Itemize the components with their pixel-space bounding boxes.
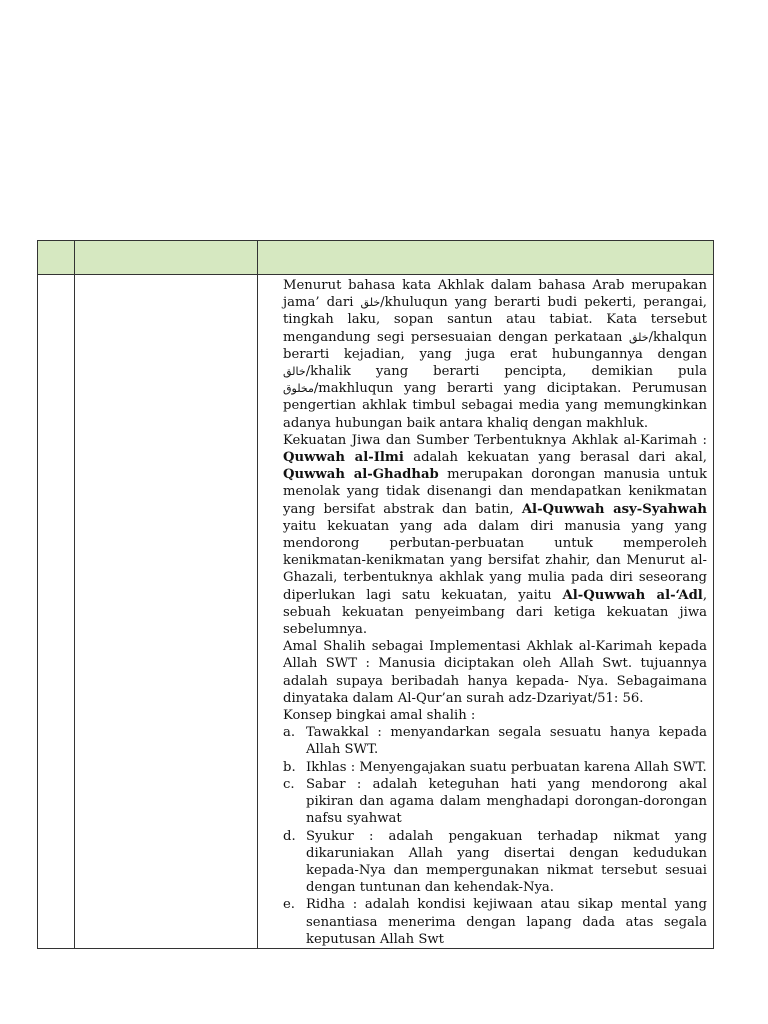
amal-shalih-paragraph: Amal Shalih sebagai Implementasi Akhlak al-Karimah kepada Allah SWT : Manusia diciptakan oleh Allah Swt. tujuannya adalah supaya beribadah hanya kepada- Nya. Sebagaimana dinyataka dalam Al-Qur’an surah adz-Dzariyat/51: 56. bbox=[283, 639, 707, 706]
list-item-text: Ridha : adalah kondisi kejiwaan atau sikap mental yang senantiasa menerima dengan lapang dada atas segala keputusan Allah Swt bbox=[306, 897, 707, 947]
list-item-text: Sabar : adalah keteguhan hati yang mendorong akal pikiran dan agama dalam menghadapi dorongan-dorongan nafsu syahwat bbox=[306, 776, 707, 827]
list-item-text: Syukur : adalah pengakuan terhadap nikmat yang dikaruniakan Allah yang disertai dengan kedudukan kepada-Nya dan mempergunakan nikmat tersebut sesuai dengan tuntunan dan kehendak-Nya. bbox=[306, 828, 707, 896]
list-marker: b. bbox=[283, 759, 296, 775]
list-item bbox=[283, 776, 707, 828]
konsep-title: Konsep bingkai amal shalih : bbox=[283, 708, 476, 724]
konsep-list bbox=[283, 724, 707, 948]
body-cell-topic bbox=[75, 275, 258, 949]
list-marker: e. bbox=[283, 897, 295, 913]
term-quwwah-ghadhab: Quwwah al-Ghadhab bbox=[283, 467, 439, 483]
header-cell-content bbox=[258, 241, 714, 275]
header-cell-number bbox=[38, 241, 75, 275]
arabic-makhluqun: مخلوق bbox=[283, 382, 314, 396]
list-item bbox=[283, 759, 707, 776]
term-quwwah-adl: Al-Quwwah al-‘Adl bbox=[562, 587, 703, 603]
intro-paragraph: Menurut bahasa kata Akhlak dalam bahasa Arab merupakan jama’ dari خلق/khuluqun yang berarti budi pekerti, perangai, tingkah laku, sopan santun atau tabiat. Kata tersebut mengandung segi persesuaian dengan perkataan خلق/khalqun berarti kejadian, yang juga erat hubungannya dengan خالق/khalik yang berarti pencipta, demikian pula مخلوق/makhluqun yang berarti yang diciptakan. Perumusan pengertian akhlak timbul sebagai media yang memungkinkan adanya hubungan baik antara khaliq dengan makhluk. bbox=[283, 278, 707, 431]
list-marker: a. bbox=[283, 725, 296, 741]
arabic-khalik: خالق bbox=[283, 365, 306, 379]
body-cell-content bbox=[258, 275, 714, 949]
list-marker: c. bbox=[283, 776, 295, 792]
list-item-text: Tawakkal : menyandarkan segala sesuatu hanya kepada Allah SWT. bbox=[306, 725, 707, 758]
content-table bbox=[37, 240, 714, 949]
list-marker: d. bbox=[283, 828, 296, 844]
header-cell-topic bbox=[75, 241, 258, 275]
list-item bbox=[283, 828, 707, 897]
list-item bbox=[283, 896, 707, 948]
arabic-khalqun: خلق bbox=[628, 330, 649, 344]
list-item-text: Ikhlas : Menyengajakan suatu perbuatan karena Allah SWT. bbox=[306, 759, 707, 775]
term-quwwah-syahwah: Al-Quwwah asy-Syahwah bbox=[521, 501, 707, 517]
body-cell-number bbox=[38, 275, 75, 949]
kekuatan-paragraph: Kekuatan Jiwa dan Sumber Terbentuknya Akhlak al-Karimah : Quwwah al-Ilmi adalah kekuatan yang berasal dari akal, Quwwah al-Ghadhab merupakan dorongan manusia untuk menolak yang tidak disenangi dan mendapatkan kenikmatan yang bersifat abstrak dan batin, Al-Quwwah asy-Syahwah yaitu kekuatan yang ada dalam diri manusia yang yang mendorong perbutan-perbuatan untuk memperoleh kenikmatan-kenikmatan yang bersifat zhahir, dan Menurut al-Ghazali, terbentuknya akhlak yang mulia pada diri seseorang diperlukan lagi satu kekuatan, yaitu Al-Quwwah al-‘Adl, sebuah kekuatan penyeimbang dari ketiga kekuatan jiwa sebelumnya. bbox=[283, 432, 708, 638]
arabic-khuluqun: خلق bbox=[360, 296, 381, 310]
table-body-row bbox=[38, 275, 714, 949]
term-quwwah-ilmi: Quwwah al-Ilmi bbox=[283, 450, 404, 466]
content-text bbox=[258, 275, 713, 948]
table-header-row bbox=[38, 241, 714, 275]
list-item bbox=[283, 724, 707, 758]
